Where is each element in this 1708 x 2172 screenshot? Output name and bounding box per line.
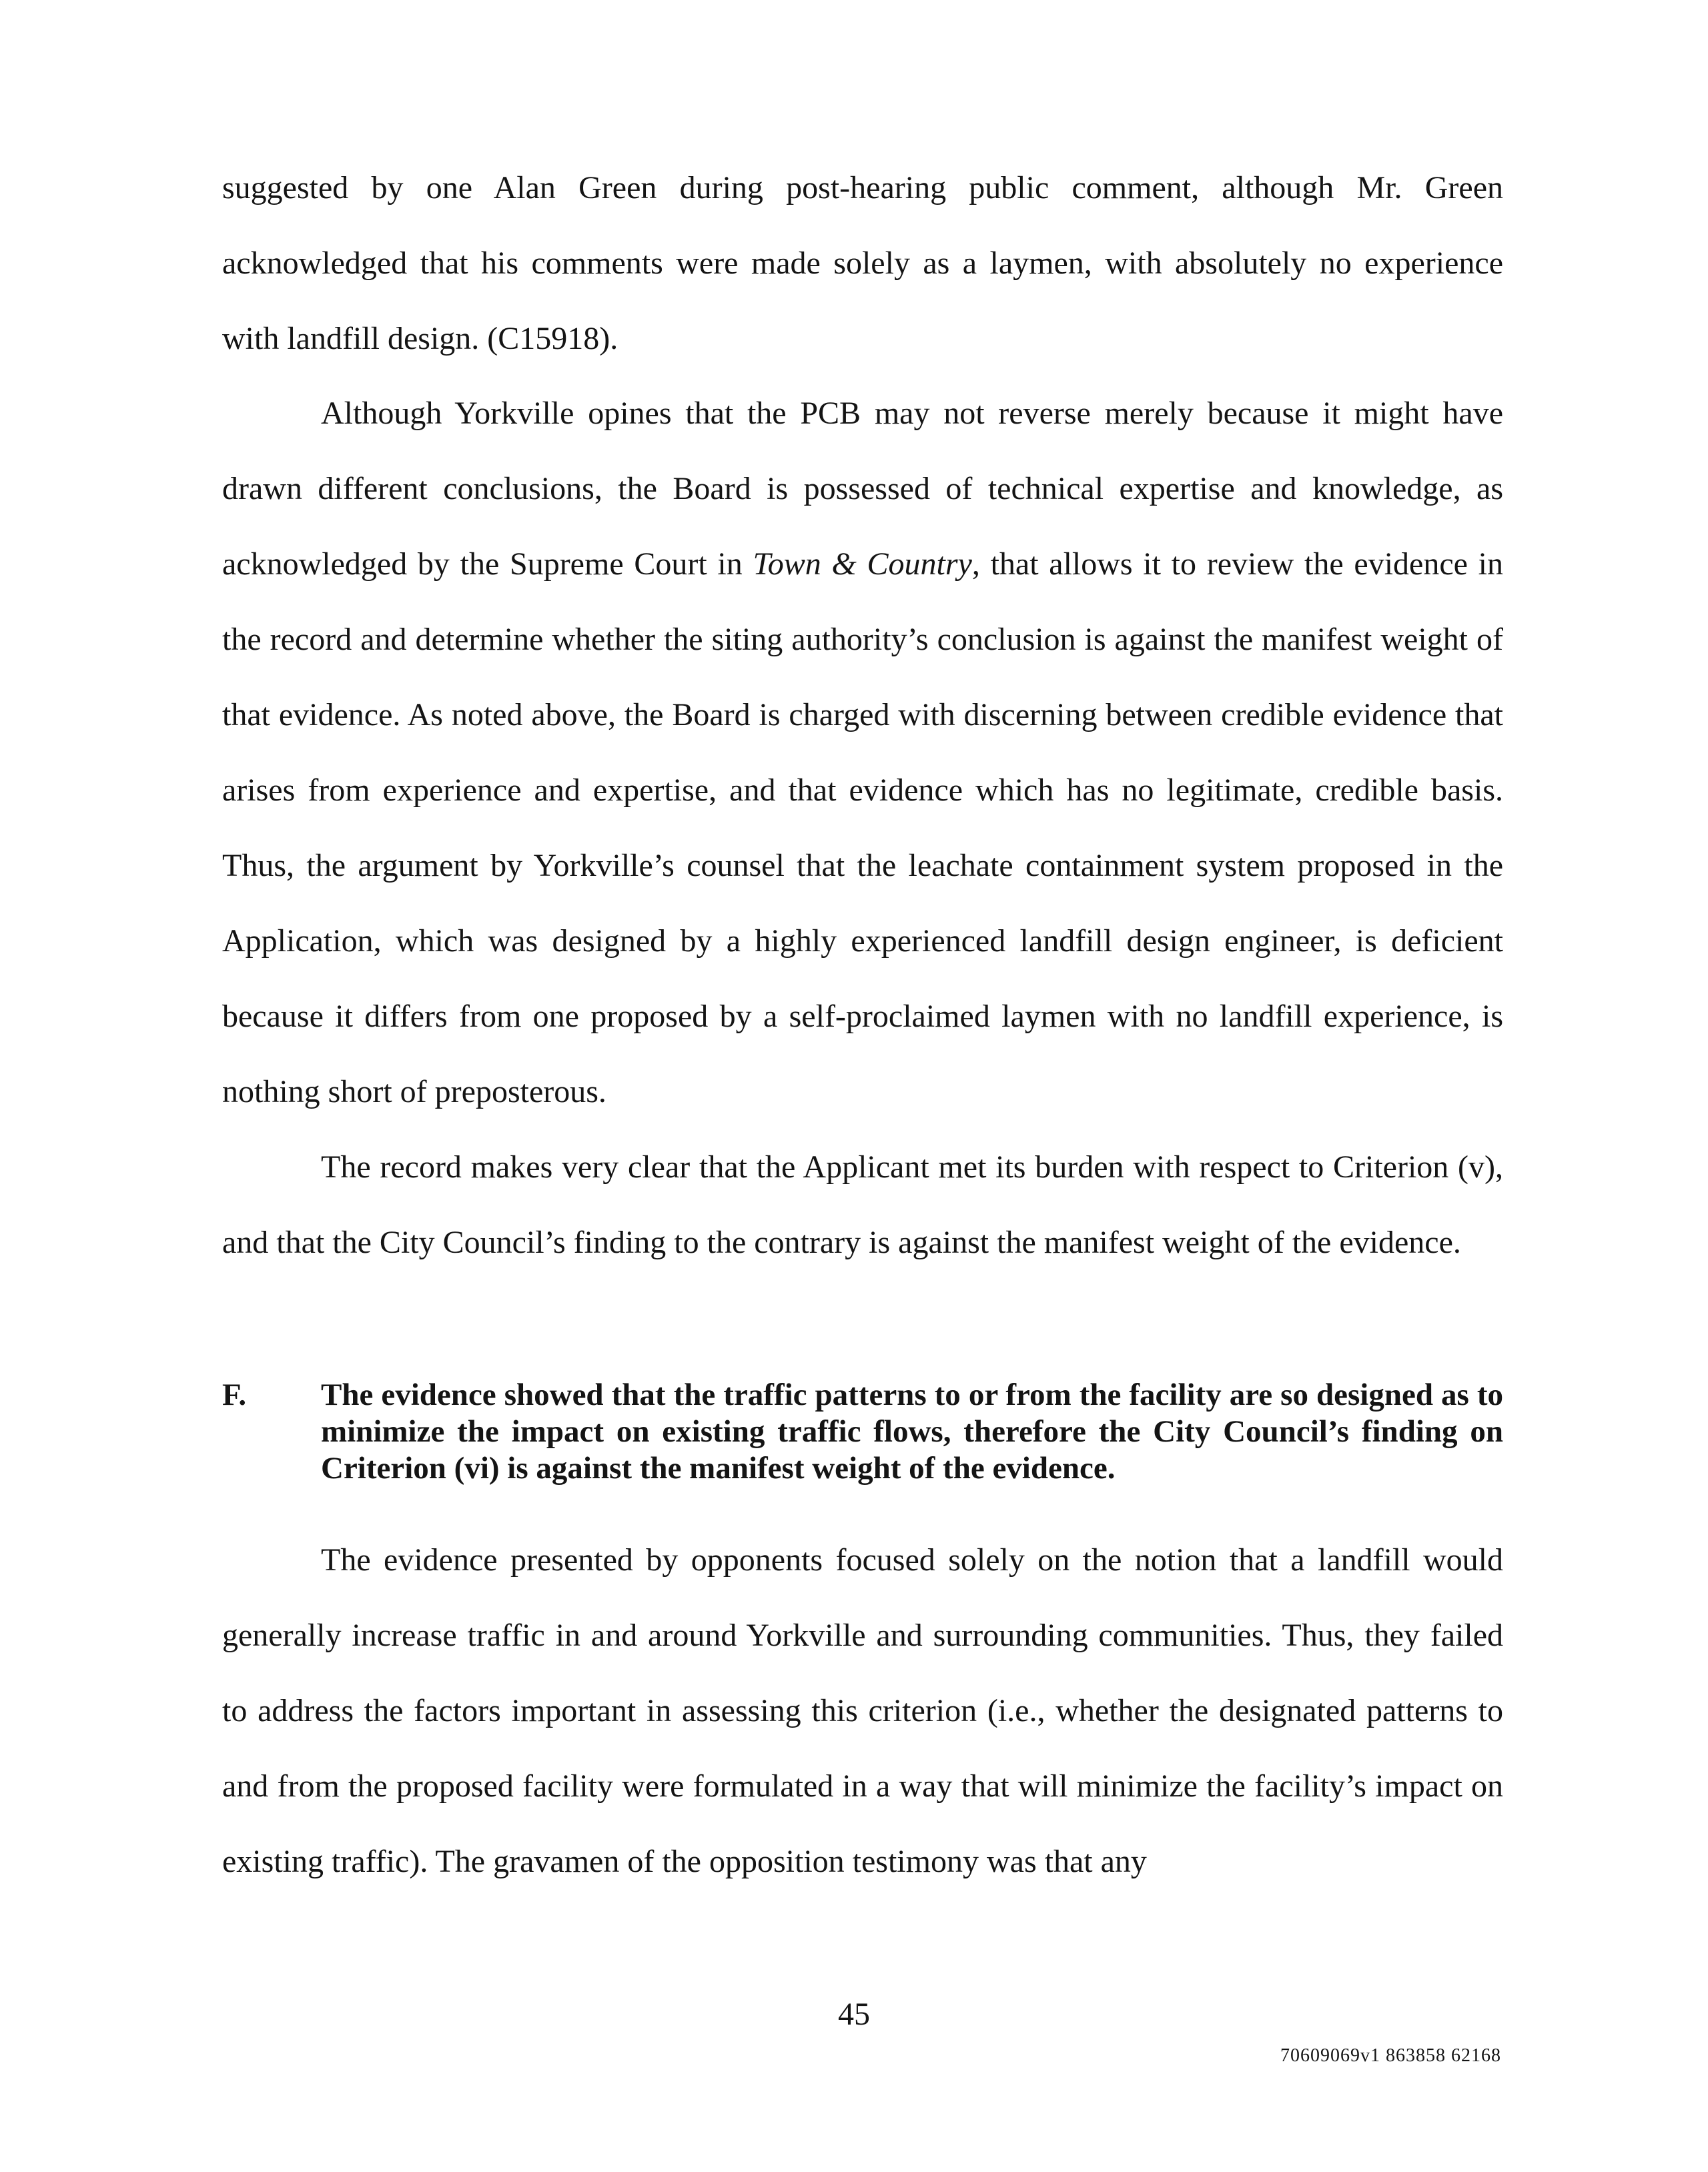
document-id: 70609069v1 863858 62168 [1280, 2045, 1501, 2066]
paragraph-2 [222, 376, 1503, 1129]
paragraph-2-segment-3: , that allows it to review the evidence in the record and determine whether the siting authority’s conclusion is against the manifest weight of that evidence. As noted above, the Board is charged with discerning between credible evidence that arises from experience and expertise, and that evidence which has no legitimate, credible basis. Thus, the argument by Yorkville’s counsel that the leachate containment system proposed in the Application, which was designed by a highly experienced landfill design engineer, is deficient because it differs from one proposed by a self-proclaimed laymen with no landfill experience, is nothing short of preposterous. [222, 546, 1503, 1109]
section-heading [222, 1377, 1503, 1487]
paragraph-3-segment-1: The record makes very clear that the Applicant met its burden with respect to Criterion (v), and that the City Council’s finding to the contrary is against the manifest weight of the evidence. [222, 1149, 1503, 1260]
paragraph-4 [222, 1522, 1503, 1899]
paragraph-2-text [222, 376, 1503, 1129]
section-heading-text: The evidence showed that the traffic patterns to or from the facility are so designed as to minimize the impact on existing traffic flows, therefore the City Council’s finding on Criterion (vi) is against the manifest weight of the evidence. [321, 1378, 1503, 1486]
paragraph-4-text [222, 1522, 1503, 1899]
page-number: 45 [838, 1997, 870, 2032]
paragraph-1-text [222, 150, 1503, 376]
paragraph-1 [222, 150, 1503, 376]
paragraph-1-segment-1: suggested by one Alan Green during post-hearing public comment, although Mr. Green acknowledged that his comments were made solely as a laymen, with absolutely no experience with landfill design. (C15918). [222, 170, 1503, 356]
paragraph-3-text [222, 1129, 1503, 1280]
case-name-italic: Town & Country [753, 546, 972, 582]
paragraph-2-segment-1: Although Yorkville opines that the PCB may not reverse merely because it might have drawn different conclusions, the Board is possessed of technical expertise and knowledge, as acknowledged by the Supreme Court in [222, 396, 1503, 582]
section-heading-letter: F. [222, 1378, 247, 1412]
paragraph-4-segment-1: The evidence presented by opponents focused solely on the notion that a landfill would generally increase traffic in and around Yorkville and surrounding communities. Thus, they failed to address the factors important in assessing this criterion (i.e., whether the designated patterns to and from the proposed facility were formulated in a way that will minimize the facility’s impact on existing traffic). The gravamen of the opposition testimony was that any [222, 1542, 1503, 1879]
paragraph-3 [222, 1129, 1503, 1280]
